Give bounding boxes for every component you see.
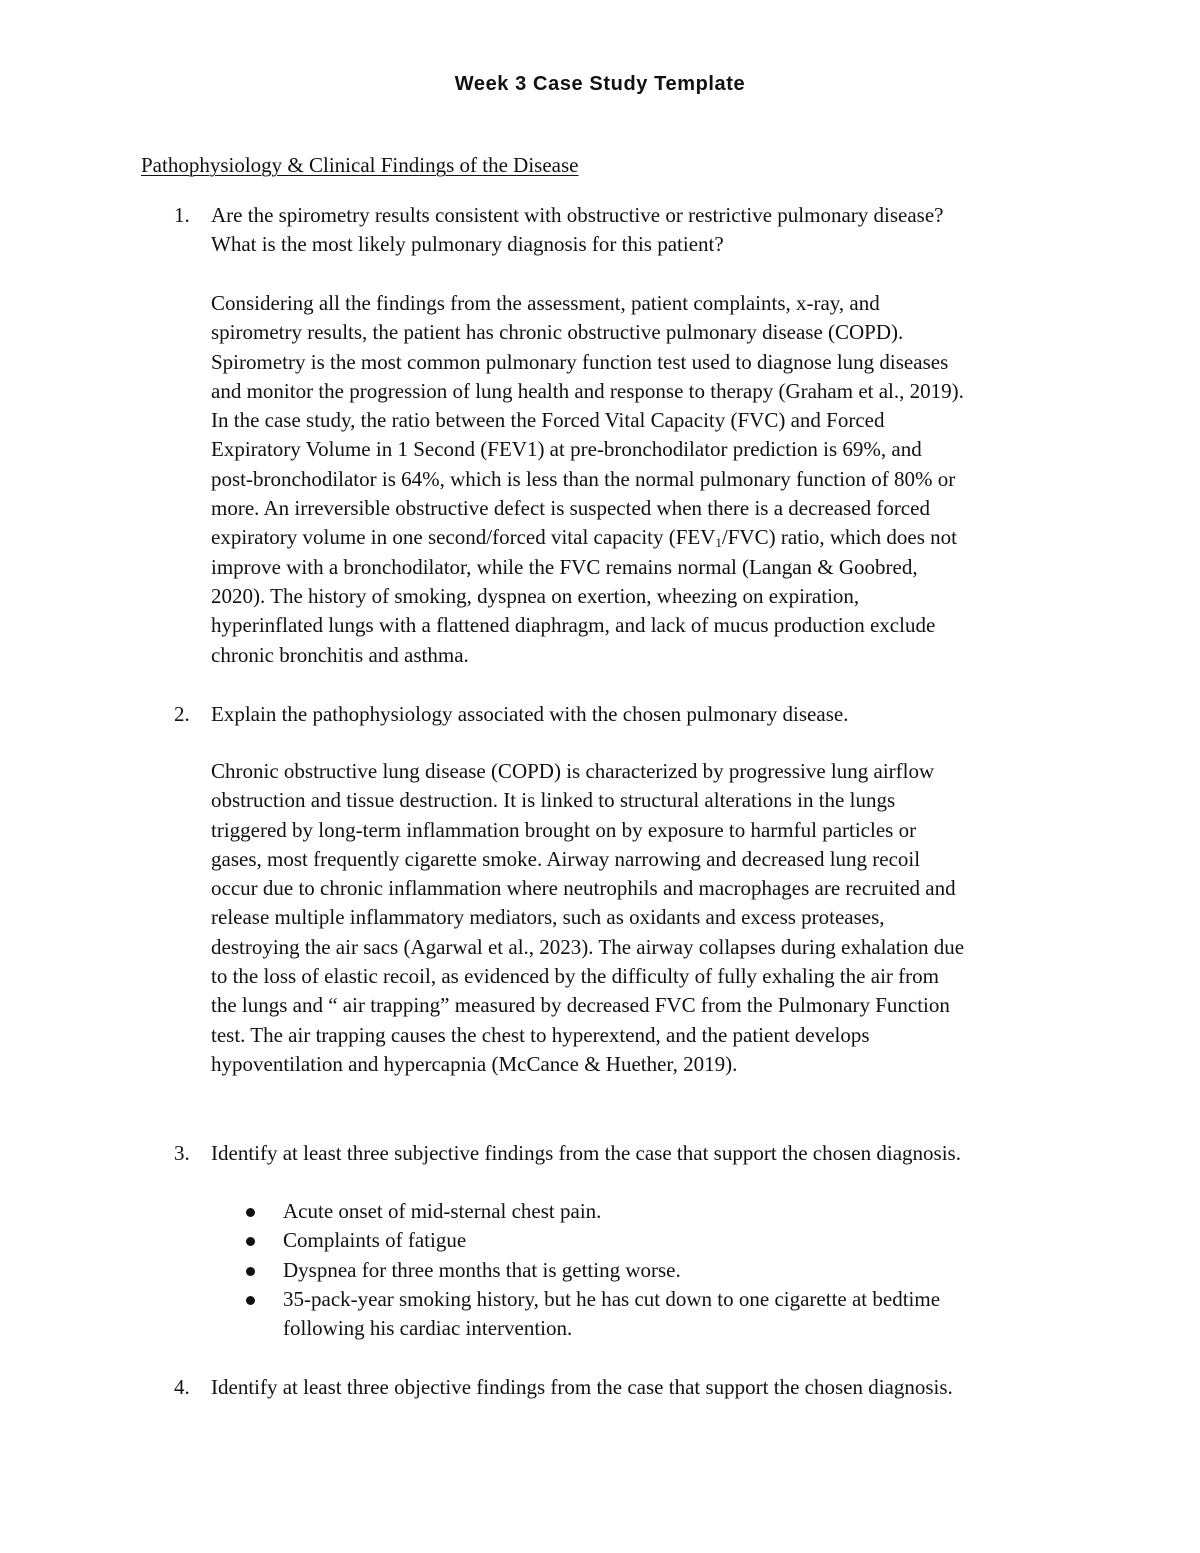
answer-2 <box>211 757 1071 1079</box>
answer-line: Considering all the findings from the assessment, patient complaints, x-ray, and <box>211 291 880 315</box>
bullet-icon <box>246 1237 255 1246</box>
question-line: Are the spirometry results consistent with obstructive or restrictive pulmonary disease? <box>211 203 944 227</box>
list-item-text: 35-pack-year smoking history, but he has cut down to one cigarette at bedtime <box>283 1286 941 1311</box>
answer-line: test. The air trapping causes the chest to hyperextend, and the patient develops <box>211 1022 870 1047</box>
answer-line: Chronic obstructive lung disease (COPD) is characterized by progressive lung airflow <box>211 759 935 783</box>
list-item-text: Complaints of fatigue <box>283 1228 467 1253</box>
question-text <box>211 201 1071 260</box>
question-number: 4. <box>174 1375 190 1399</box>
question-line: Identify at least three objective findings from the case that support the chosen diagnosis. <box>211 1375 953 1399</box>
answer-line-tail: /FVC) ratio, which does not <box>721 525 957 550</box>
subjective-findings-list <box>240 1197 1060 1343</box>
list-item <box>240 1256 1060 1285</box>
answer-1 <box>211 289 1071 670</box>
answer-line: hypoventilation and hypercapnia (McCance & Huether, 2019). <box>211 1051 738 1076</box>
answer-line: destroying the air sacs (Agarwal et al., 2023). The airway collapses during exhalation due <box>211 934 965 959</box>
list-item <box>240 1226 1060 1255</box>
answer-line: the lungs and “ air trapping” measured by decreased FVC from the Pulmonary Function <box>211 993 950 1018</box>
answer-line-head: expiratory volume in one second/forced vital capacity (FEV <box>211 525 716 550</box>
answer-line: triggered by long-term inflammation brought on by exposure to harmful particles or <box>211 817 917 842</box>
answer-line: In the case study, the ratio between the Forced Vital Capacity (FVC) and Forced <box>211 408 885 433</box>
list-item-text: Acute onset of mid-sternal chest pain. <box>283 1199 602 1223</box>
subscript: 1 <box>715 535 722 551</box>
question-line: Explain the pathophysiology associated with the chosen pulmonary disease. <box>211 702 849 726</box>
answer-line: more. An irreversible obstructive defect is suspected when there is a decreased forced <box>211 496 930 521</box>
bullet-icon <box>246 1296 255 1305</box>
document-title: Week 3 Case Study Template <box>454 73 746 95</box>
answer-line: Expiratory Volume in 1 Second (FEV1) at pre-bronchodilator prediction is 69%, and <box>211 437 922 462</box>
question-text <box>211 1139 1071 1168</box>
answer-line: post-bronchodilator is 64%, which is less than the normal pulmonary function of 80% or <box>211 466 956 491</box>
list-item-text: Dyspnea for three months that is getting worse. <box>283 1257 681 1282</box>
answer-line: release multiple inflammatory mediators, such as oxidants and excess proteases, <box>211 905 885 930</box>
question-number: 2. <box>174 702 190 726</box>
answer-line: hyperinflated lungs with a flattened diaphragm, and lack of mucus production exclude <box>211 613 936 638</box>
answer-line: Spirometry is the most common pulmonary function test used to diagnose lung diseases <box>211 349 949 374</box>
answer-line: obstruction and tissue destruction. It is linked to structural alterations in the lungs <box>211 788 896 813</box>
answer-line: 2020). The history of smoking, dyspnea on exertion, wheezing on expiration, <box>211 583 860 608</box>
answer-line: gases, most frequently cigarette smoke. Airway narrowing and decreased lung recoil <box>211 846 921 871</box>
question-text <box>211 700 1071 729</box>
section-heading: Pathophysiology & Clinical Findings of the Disease <box>141 153 579 177</box>
question-line: What is the most likely pulmonary diagnosis for this patient? <box>211 232 724 257</box>
answer-line-with-subscript <box>211 523 1071 552</box>
list-item-text-continued: following his cardiac intervention. <box>283 1316 573 1341</box>
answer-line: to the loss of elastic recoil, as evidenced by the difficulty of fully exhaling the air from <box>211 964 939 989</box>
list-item <box>240 1285 1060 1344</box>
answer-line: and monitor the progression of lung health and response to therapy (Graham et al., 2019). <box>211 378 964 403</box>
question-number: 3. <box>174 1141 190 1165</box>
bullet-icon <box>246 1208 255 1217</box>
question-text <box>211 1373 1071 1402</box>
question-number: 1. <box>174 203 190 227</box>
answer-line: chronic bronchitis and asthma. <box>211 642 469 667</box>
bullet-icon <box>246 1267 255 1276</box>
list-item <box>240 1197 1060 1226</box>
answer-line: spirometry results, the patient has chronic obstructive pulmonary disease (COPD). <box>211 320 904 345</box>
question-line: Identify at least three subjective findings from the case that support the chosen diagnosis. <box>211 1141 961 1165</box>
answer-line: improve with a bronchodilator, while the FVC remains normal (Langan & Goobred, <box>211 554 918 579</box>
answer-line: occur due to chronic inflammation where neutrophils and macrophages are recruited and <box>211 876 956 901</box>
